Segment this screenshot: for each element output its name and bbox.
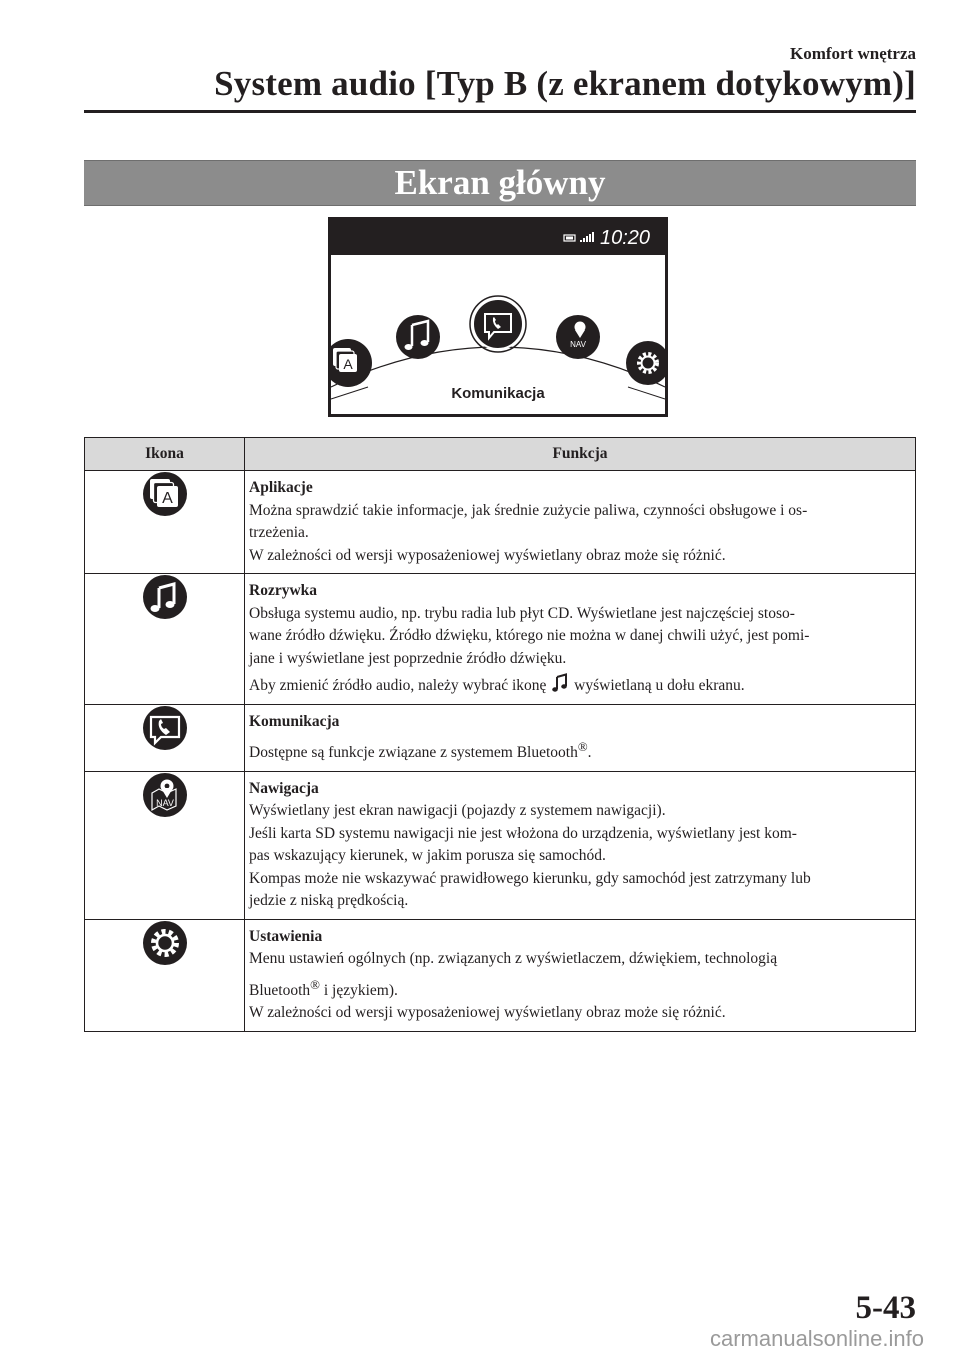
description-line: Dostępne są funkcje związane z systemem Bluetooth®. xyxy=(249,739,592,762)
screen-entertainment-button[interactable] xyxy=(396,315,440,359)
function-name: Nawigacja xyxy=(249,779,319,797)
banner-title: Ekran główny xyxy=(394,163,606,202)
home-screen-illustration xyxy=(328,217,668,417)
description-line: trzeżenia. xyxy=(249,524,309,541)
music-note-icon xyxy=(552,673,568,693)
table-row xyxy=(85,704,916,771)
page-title: System audio [Typ B (z ekranem dotykowym)] xyxy=(214,64,916,103)
description-line: Jeśli karta SD systemu nawigacji nie jest włożona do urządzenia, wyświetlany jest kom- xyxy=(249,824,797,842)
music-note-icon xyxy=(143,575,187,619)
description-line: Obsługa systemu audio, np. trybu radia lub płyt CD. Wyświetlane jest najczęściej stoso- xyxy=(249,604,795,622)
description-line: W zależności od wersji wyposażeniowej wyświetlany obraz może się różnić. xyxy=(249,546,726,564)
description-line: jane i wyświetlane jest poprzednie źródło dźwięku. xyxy=(249,649,567,667)
function-name: Rozrywka xyxy=(249,582,318,599)
screen-navigation-button[interactable] xyxy=(556,315,600,359)
table-row xyxy=(85,574,916,705)
svg-text:NAV: NAV xyxy=(570,340,586,349)
description-line xyxy=(249,673,911,698)
description-line: Można sprawdzić takie informacje, jak średnie zużycie paliwa, czynności obsługowe i os- xyxy=(249,501,808,519)
function-column-header: Funkcja xyxy=(245,438,916,471)
page-number: 5-43 xyxy=(855,1290,916,1326)
navigation-icon xyxy=(143,773,187,817)
table-row xyxy=(85,471,916,574)
table-row xyxy=(85,919,916,1031)
table-header-row xyxy=(85,438,916,471)
icon-column-header: Ikona xyxy=(85,438,245,471)
table-row xyxy=(85,771,916,919)
registered-mark: ® xyxy=(577,739,588,754)
description-line: jedzie z niską prędkością. xyxy=(249,892,409,910)
function-table xyxy=(84,437,916,1032)
description-line: Bluetooth® i językiem). xyxy=(249,976,398,999)
gear-icon xyxy=(143,921,187,965)
svg-text:NAV: NAV xyxy=(155,797,174,808)
description-line: wane źródło dźwięku. Źródło dźwięku, którego nie można w danej chwili użyć, jest pomi- xyxy=(249,627,810,644)
description-line: Kompas może nie wskazywać prawidłowego kierunku, gdy samochód jest zatrzymany lub xyxy=(249,869,811,887)
screen-selected-label: Komunikacja xyxy=(451,385,545,402)
function-name: Komunikacja xyxy=(249,712,340,730)
apps-icon xyxy=(143,472,187,516)
svg-text:A: A xyxy=(161,490,173,507)
function-name: Ustawienia xyxy=(249,927,323,945)
watermark: carmanualsonline.info xyxy=(709,1326,924,1351)
description-line: pas wskazujący kierunek, w jakim porusza się samochód. xyxy=(249,847,606,865)
screen-settings-button[interactable] xyxy=(626,341,668,385)
note-text-after: wyświetlaną u dołu ekranu. xyxy=(574,677,745,694)
section-banner xyxy=(84,160,916,206)
screen-communication-button[interactable] xyxy=(470,296,526,352)
description-line: Menu ustawień ogólnych (np. związanych z wyświetlaczem, dźwiękiem, technologią xyxy=(249,950,778,968)
status-clock: 10:20 xyxy=(600,227,651,249)
function-name: Aplikacje xyxy=(249,479,313,496)
section-label: Komfort wnętrza xyxy=(789,44,916,63)
note-text-before: Aby zmienić źródło audio, należy wybrać ikonę xyxy=(249,677,547,694)
registered-mark: ® xyxy=(310,976,320,992)
description-line: Wyświetlany jest ekran nawigacji (pojazdy z systemem nawigacji). xyxy=(249,802,666,820)
title-rule xyxy=(84,110,916,113)
description-line: W zależności od wersji wyposażeniowej wyświetlany obraz może się różnić. xyxy=(249,1004,726,1022)
svg-text:A: A xyxy=(343,356,353,372)
phone-message-icon xyxy=(143,706,187,750)
